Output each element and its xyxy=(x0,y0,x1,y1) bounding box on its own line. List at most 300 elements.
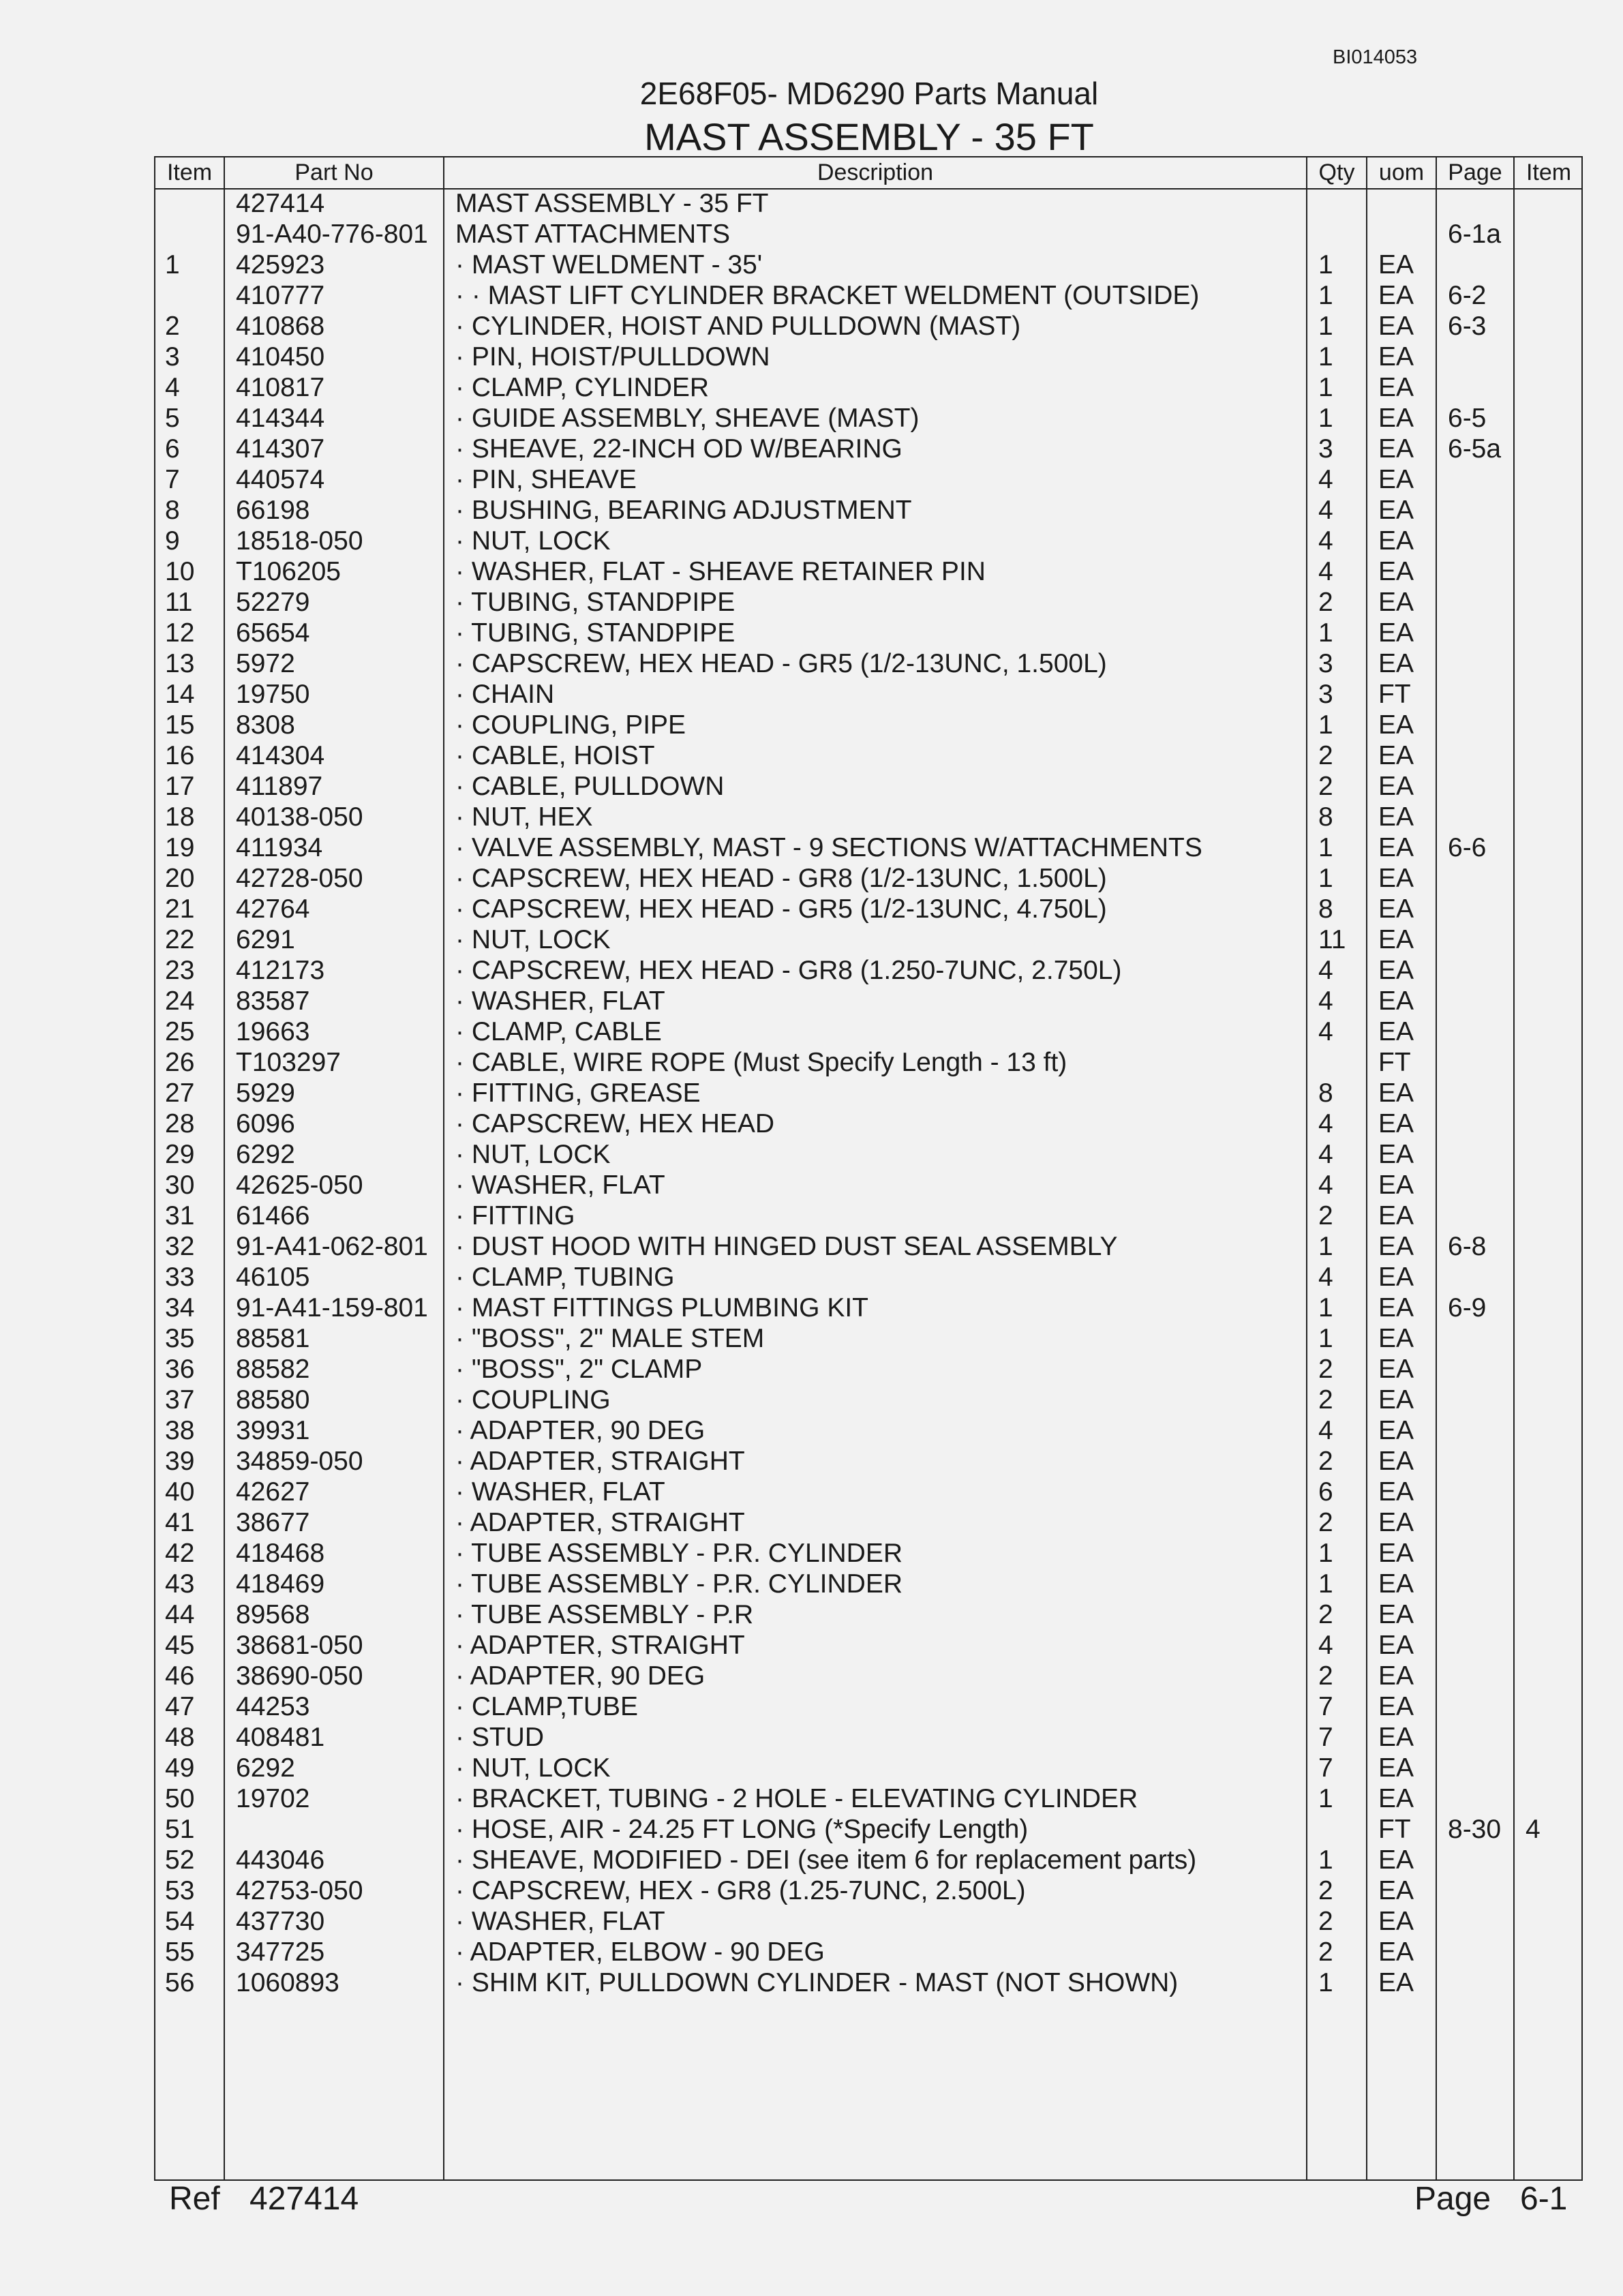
cell-part-no: 46105 xyxy=(236,1263,310,1292)
cell-uom: EA xyxy=(1378,649,1414,678)
cell-description: · CABLE, HOIST xyxy=(455,741,655,770)
cell-qty: 1 xyxy=(1318,1784,1333,1813)
cell-item: 19 xyxy=(165,833,195,862)
cell-qty: 4 xyxy=(1318,1631,1333,1660)
cell-uom: EA xyxy=(1378,1447,1414,1476)
cell-description: · PIN, SHEAVE xyxy=(455,465,637,494)
cell-description: · ADAPTER, STRAIGHT xyxy=(455,1508,745,1537)
cell-description: · NUT, LOCK xyxy=(455,925,611,954)
cell-item: 17 xyxy=(165,772,195,801)
cell-item: 21 xyxy=(165,894,195,924)
cell-uom: EA xyxy=(1378,1263,1414,1292)
cell-description: · TUBING, STANDPIPE xyxy=(455,618,735,648)
cell-uom: EA xyxy=(1378,1937,1414,1967)
cell-description: · CAPSCREW, HEX HEAD xyxy=(455,1109,775,1138)
cell-description: · TUBE ASSEMBLY - P.R. CYLINDER xyxy=(455,1569,902,1599)
cell-description: · CYLINDER, HOIST AND PULLDOWN (MAST) xyxy=(455,312,1021,341)
cell-qty: 1 xyxy=(1318,281,1333,310)
cell-uom: EA xyxy=(1378,588,1414,617)
cell-item: 15 xyxy=(165,710,195,740)
cell-part-no: 6292 xyxy=(236,1140,295,1169)
cell-description: · ADAPTER, ELBOW - 90 DEG xyxy=(455,1937,825,1967)
cell-qty: 2 xyxy=(1318,1508,1333,1537)
cell-page: 6-6 xyxy=(1448,833,1487,862)
cell-part-no: 412173 xyxy=(236,956,325,985)
cell-description: · CAPSCREW, HEX HEAD - GR8 (1.250-7UNC, 2.750L) xyxy=(455,956,1122,985)
cell-part-no: 414344 xyxy=(236,404,325,433)
cell-qty: 2 xyxy=(1318,1447,1333,1476)
column-header-item-ref: Item xyxy=(1526,160,1572,185)
cell-uom: EA xyxy=(1378,342,1414,372)
cell-item: 3 xyxy=(165,342,180,372)
cell-part-no: 411897 xyxy=(236,772,323,801)
cell-item: 40 xyxy=(165,1477,195,1507)
cell-part-no: 410450 xyxy=(236,342,325,372)
cell-qty: 4 xyxy=(1318,1017,1333,1046)
cell-qty: 2 xyxy=(1318,1661,1333,1691)
cell-part-no: 88582 xyxy=(236,1355,310,1384)
cell-description: · CLAMP,TUBE xyxy=(455,1692,639,1721)
cell-part-no: 8308 xyxy=(236,710,295,740)
cell-qty: 1 xyxy=(1318,1539,1333,1568)
cell-part-no: 65654 xyxy=(236,618,310,648)
cell-description: · "BOSS", 2" CLAMP xyxy=(455,1355,703,1384)
column-divider xyxy=(1513,157,1515,2179)
cell-uom: EA xyxy=(1378,741,1414,770)
cell-part-no: 6291 xyxy=(236,925,295,954)
cell-item: 55 xyxy=(165,1937,195,1967)
cell-uom: FT xyxy=(1378,1815,1411,1844)
cell-uom: EA xyxy=(1378,1631,1414,1660)
cell-item: 41 xyxy=(165,1508,195,1537)
cell-item: 28 xyxy=(165,1109,195,1138)
cell-part-no: 34859-050 xyxy=(236,1447,363,1476)
cell-uom: FT xyxy=(1378,680,1411,709)
cell-part-no: 1060893 xyxy=(236,1968,339,1997)
cell-item: 8 xyxy=(165,496,180,525)
cell-uom: EA xyxy=(1378,956,1414,985)
parts-table xyxy=(154,156,1583,2181)
cell-item: 2 xyxy=(165,312,180,341)
cell-part-no: 52279 xyxy=(236,588,310,617)
cell-part-no: 410777 xyxy=(236,281,325,310)
cell-description: · ADAPTER, STRAIGHT xyxy=(455,1631,745,1660)
cell-qty: 1 xyxy=(1318,1845,1333,1875)
cell-item: 47 xyxy=(165,1692,195,1721)
cell-page: 6-5 xyxy=(1448,404,1487,433)
cell-part-no: 443046 xyxy=(236,1845,325,1875)
cell-item: 13 xyxy=(165,649,195,678)
cell-uom: EA xyxy=(1378,1416,1414,1445)
cell-qty: 2 xyxy=(1318,1937,1333,1967)
cell-part-no: 83587 xyxy=(236,986,310,1016)
cell-part-no: 5972 xyxy=(236,649,295,678)
header-divider xyxy=(155,188,1581,190)
cell-part-no: 42625-050 xyxy=(236,1170,363,1200)
cell-description: · ADAPTER, 90 DEG xyxy=(455,1661,706,1691)
cell-description: · FITTING, GREASE xyxy=(455,1078,701,1108)
cell-description: MAST ASSEMBLY - 35 FT xyxy=(455,189,769,218)
cell-uom: EA xyxy=(1378,1600,1414,1629)
cell-uom: EA xyxy=(1378,1355,1414,1384)
cell-page: 6-2 xyxy=(1448,281,1487,310)
cell-item: 38 xyxy=(165,1416,195,1445)
cell-part-no: 410868 xyxy=(236,312,325,341)
cell-qty: 1 xyxy=(1318,1569,1333,1599)
cell-uom: EA xyxy=(1378,1078,1414,1108)
cell-qty: 4 xyxy=(1318,1263,1333,1292)
cell-qty: 2 xyxy=(1318,588,1333,617)
cell-item: 26 xyxy=(165,1048,195,1077)
cell-qty: 1 xyxy=(1318,1324,1333,1353)
cell-item: 10 xyxy=(165,557,195,586)
cell-uom: EA xyxy=(1378,618,1414,648)
cell-item-ref: 4 xyxy=(1526,1815,1541,1844)
cell-qty: 1 xyxy=(1318,710,1333,740)
cell-uom: EA xyxy=(1378,802,1414,832)
cell-part-no: 42764 xyxy=(236,894,310,924)
cell-part-no: 427414 xyxy=(236,189,325,218)
cell-part-no: 40138-050 xyxy=(236,802,363,832)
cell-description: · WASHER, FLAT xyxy=(455,1170,665,1200)
column-divider xyxy=(1436,157,1437,2179)
cell-item: 4 xyxy=(165,373,180,402)
cell-part-no: 410817 xyxy=(236,373,325,402)
cell-qty: 7 xyxy=(1318,1753,1333,1783)
cell-qty: 7 xyxy=(1318,1723,1333,1752)
cell-qty: 4 xyxy=(1318,496,1333,525)
cell-item: 44 xyxy=(165,1600,195,1629)
column-header-item: Item xyxy=(166,160,213,185)
cell-item: 7 xyxy=(165,465,180,494)
cell-qty: 2 xyxy=(1318,1385,1333,1415)
cell-description: · NUT, HEX xyxy=(455,802,593,832)
cell-uom: EA xyxy=(1378,312,1414,341)
cell-description: · FITTING xyxy=(455,1201,575,1230)
cell-item: 23 xyxy=(165,956,195,985)
column-divider xyxy=(443,157,444,2179)
cell-qty: 1 xyxy=(1318,312,1333,341)
cell-item: 48 xyxy=(165,1723,195,1752)
cell-uom: EA xyxy=(1378,1477,1414,1507)
cell-item: 29 xyxy=(165,1140,195,1169)
cell-description: · TUBE ASSEMBLY - P.R xyxy=(455,1600,754,1629)
cell-item: 27 xyxy=(165,1078,195,1108)
cell-item: 36 xyxy=(165,1355,195,1384)
cell-item: 32 xyxy=(165,1232,195,1261)
cell-part-no: 61466 xyxy=(236,1201,310,1230)
cell-uom: EA xyxy=(1378,404,1414,433)
cell-uom: EA xyxy=(1378,465,1414,494)
cell-description: · BRACKET, TUBING - 2 HOLE - ELEVATING CYLINDER xyxy=(455,1784,1138,1813)
cell-item: 6 xyxy=(165,434,180,464)
cell-item: 14 xyxy=(165,680,195,709)
cell-uom: EA xyxy=(1378,1569,1414,1599)
cell-part-no: 42728-050 xyxy=(236,864,363,893)
cell-item: 22 xyxy=(165,925,195,954)
footer-page-value: 6-1 xyxy=(1520,2181,1568,2217)
cell-item: 11 xyxy=(165,588,193,617)
cell-description: · GUIDE ASSEMBLY, SHEAVE (MAST) xyxy=(455,404,920,433)
cell-description: MAST ATTACHMENTS xyxy=(455,220,731,249)
cell-description: · NUT, LOCK xyxy=(455,1753,611,1783)
cell-part-no: 425923 xyxy=(236,250,325,280)
cell-qty: 1 xyxy=(1318,864,1333,893)
cell-description: · SHEAVE, 22-INCH OD W/BEARING xyxy=(455,434,902,464)
cell-part-no: 42753-050 xyxy=(236,1876,363,1905)
cell-description: · CAPSCREW, HEX HEAD - GR5 (1/2-13UNC, 4.750L) xyxy=(455,894,1107,924)
cell-qty: 2 xyxy=(1318,1600,1333,1629)
cell-uom: EA xyxy=(1378,864,1414,893)
cell-uom: EA xyxy=(1378,281,1414,310)
manual-title: 2E68F05- MD6290 Parts Manual xyxy=(639,76,1099,111)
cell-part-no: 411934 xyxy=(236,833,323,862)
cell-item: 42 xyxy=(165,1539,195,1568)
footer-page-label: Page xyxy=(1414,2181,1491,2217)
cell-qty: 4 xyxy=(1318,557,1333,586)
document-id: BI014053 xyxy=(1333,46,1418,68)
cell-description: · TUBE ASSEMBLY - P.R. CYLINDER xyxy=(455,1539,902,1568)
cell-description: · NUT, LOCK xyxy=(455,1140,611,1169)
cell-item: 35 xyxy=(165,1324,195,1353)
cell-uom: EA xyxy=(1378,1109,1414,1138)
cell-qty: 8 xyxy=(1318,1078,1333,1108)
cell-uom: EA xyxy=(1378,526,1414,556)
cell-item: 37 xyxy=(165,1385,195,1415)
cell-qty: 1 xyxy=(1318,833,1333,862)
column-header-page: Page xyxy=(1448,160,1502,185)
cell-qty: 1 xyxy=(1318,250,1333,280)
cell-part-no: 66198 xyxy=(236,496,310,525)
cell-item: 1 xyxy=(165,250,180,280)
cell-qty: 4 xyxy=(1318,465,1333,494)
cell-qty: 1 xyxy=(1318,404,1333,433)
cell-uom: EA xyxy=(1378,894,1414,924)
cell-part-no: 38690-050 xyxy=(236,1661,363,1691)
cell-description: · "BOSS", 2" MALE STEM xyxy=(455,1324,765,1353)
cell-part-no: 440574 xyxy=(236,465,325,494)
cell-part-no: 39931 xyxy=(236,1416,310,1445)
cell-item: 46 xyxy=(165,1661,195,1691)
cell-part-no: 19702 xyxy=(236,1784,310,1813)
cell-qty: 2 xyxy=(1318,741,1333,770)
cell-item: 34 xyxy=(165,1293,195,1323)
cell-item: 9 xyxy=(165,526,180,556)
cell-description: · COUPLING, PIPE xyxy=(455,710,686,740)
cell-part-no: 38677 xyxy=(236,1508,310,1537)
cell-part-no: 38681-050 xyxy=(236,1631,363,1660)
cell-description: · MAST FITTINGS PLUMBING KIT xyxy=(455,1293,868,1323)
cell-uom: EA xyxy=(1378,1723,1414,1752)
cell-part-no: 18518-050 xyxy=(236,526,363,556)
cell-description: · · MAST LIFT CYLINDER BRACKET WELDMENT (OUTSIDE) xyxy=(455,281,1200,310)
cell-uom: EA xyxy=(1378,496,1414,525)
cell-description: · CLAMP, CABLE xyxy=(455,1017,662,1046)
cell-item: 25 xyxy=(165,1017,195,1046)
cell-uom: EA xyxy=(1378,925,1414,954)
cell-qty: 1 xyxy=(1318,342,1333,372)
column-header-description: Description xyxy=(817,160,934,185)
cell-item: 56 xyxy=(165,1968,195,1997)
cell-item: 30 xyxy=(165,1170,195,1200)
cell-uom: EA xyxy=(1378,772,1414,801)
cell-qty: 2 xyxy=(1318,1355,1333,1384)
cell-uom: EA xyxy=(1378,1784,1414,1813)
cell-uom: EA xyxy=(1378,710,1414,740)
cell-qty: 4 xyxy=(1318,1140,1333,1169)
cell-description: · TUBING, STANDPIPE xyxy=(455,588,735,617)
cell-part-no: 88580 xyxy=(236,1385,310,1415)
cell-item: 33 xyxy=(165,1263,195,1292)
cell-item: 49 xyxy=(165,1753,195,1783)
footer-ref-value: 427414 xyxy=(249,2181,359,2217)
cell-part-no: 6096 xyxy=(236,1109,295,1138)
cell-description: · CABLE, PULLDOWN xyxy=(455,772,725,801)
cell-uom: EA xyxy=(1378,986,1414,1016)
cell-qty: 4 xyxy=(1318,1170,1333,1200)
cell-uom: EA xyxy=(1378,1876,1414,1905)
cell-uom: EA xyxy=(1378,1661,1414,1691)
cell-page: 8-30 xyxy=(1448,1815,1502,1844)
cell-description: · CAPSCREW, HEX HEAD - GR5 (1/2-13UNC, 1.500L) xyxy=(455,649,1107,678)
cell-part-no: 91-A41-159-801 xyxy=(236,1293,428,1323)
cell-part-no: 414304 xyxy=(236,741,325,770)
cell-uom: EA xyxy=(1378,1324,1414,1353)
cell-part-no: 19750 xyxy=(236,680,310,709)
cell-qty: 1 xyxy=(1318,1293,1333,1323)
cell-part-no: 91-A40-776-801 xyxy=(236,220,428,249)
cell-item: 43 xyxy=(165,1569,195,1599)
cell-qty: 7 xyxy=(1318,1692,1333,1721)
cell-description: · PIN, HOIST/PULLDOWN xyxy=(455,342,770,372)
cell-description: · SHIM KIT, PULLDOWN CYLINDER - MAST (NOT SHOWN) xyxy=(455,1968,1179,1997)
cell-part-no: 91-A41-062-801 xyxy=(236,1232,428,1261)
cell-item: 45 xyxy=(165,1631,195,1660)
cell-part-no: 19663 xyxy=(236,1017,310,1046)
cell-description: · CLAMP, TUBING xyxy=(455,1263,675,1292)
cell-uom: EA xyxy=(1378,373,1414,402)
cell-uom: EA xyxy=(1378,250,1414,280)
cell-description: · SHEAVE, MODIFIED - DEI (see item 6 for replacement parts) xyxy=(455,1845,1197,1875)
cell-qty: 1 xyxy=(1318,373,1333,402)
cell-part-no: 437730 xyxy=(236,1907,325,1936)
cell-description: · CABLE, WIRE ROPE (Must Specify Length - 13 ft) xyxy=(455,1048,1067,1077)
cell-qty: 4 xyxy=(1318,1109,1333,1138)
cell-qty: 8 xyxy=(1318,894,1333,924)
cell-uom: EA xyxy=(1378,1385,1414,1415)
cell-qty: 4 xyxy=(1318,526,1333,556)
cell-description: · WASHER, FLAT xyxy=(455,1477,665,1507)
cell-item: 20 xyxy=(165,864,195,893)
cell-qty: 3 xyxy=(1318,434,1333,464)
cell-qty: 3 xyxy=(1318,680,1333,709)
column-divider xyxy=(224,157,225,2179)
cell-uom: EA xyxy=(1378,1017,1414,1046)
cell-qty: 1 xyxy=(1318,1232,1333,1261)
column-divider xyxy=(1366,157,1367,2179)
cell-item: 5 xyxy=(165,404,180,433)
cell-description: · HOSE, AIR - 24.25 FT LONG (*Specify Length) xyxy=(455,1815,1029,1844)
cell-qty: 2 xyxy=(1318,1907,1333,1936)
cell-description: · CAPSCREW, HEX - GR8 (1.25-7UNC, 2.500L) xyxy=(455,1876,1026,1905)
cell-part-no: 42627 xyxy=(236,1477,310,1507)
cell-uom: EA xyxy=(1378,434,1414,464)
cell-page: 6-9 xyxy=(1448,1293,1487,1323)
cell-qty: 8 xyxy=(1318,802,1333,832)
column-header-qty: Qty xyxy=(1318,160,1355,185)
cell-qty: 3 xyxy=(1318,649,1333,678)
cell-part-no: 414307 xyxy=(236,434,325,464)
cell-description: · VALVE ASSEMBLY, MAST - 9 SECTIONS W/ATTACHMENTS xyxy=(455,833,1202,862)
cell-description: · CHAIN xyxy=(455,680,555,709)
cell-item: 18 xyxy=(165,802,195,832)
column-header-uom: uom xyxy=(1378,160,1425,185)
cell-item: 31 xyxy=(165,1201,195,1230)
cell-part-no: T106205 xyxy=(236,557,341,586)
cell-uom: EA xyxy=(1378,1201,1414,1230)
cell-uom: EA xyxy=(1378,1907,1414,1936)
cell-uom: EA xyxy=(1378,1170,1414,1200)
cell-description: · CAPSCREW, HEX HEAD - GR8 (1/2-13UNC, 1.500L) xyxy=(455,864,1107,893)
cell-part-no: 5929 xyxy=(236,1078,295,1108)
cell-qty: 4 xyxy=(1318,986,1333,1016)
cell-item: 54 xyxy=(165,1907,195,1936)
cell-part-no: 89568 xyxy=(236,1600,310,1629)
cell-uom: EA xyxy=(1378,833,1414,862)
cell-item: 16 xyxy=(165,741,195,770)
cell-page: 6-8 xyxy=(1448,1232,1487,1261)
cell-item: 52 xyxy=(165,1845,195,1875)
column-divider xyxy=(1306,157,1307,2179)
cell-qty: 4 xyxy=(1318,1416,1333,1445)
cell-part-no: 88581 xyxy=(236,1324,310,1353)
cell-qty: 2 xyxy=(1318,1201,1333,1230)
cell-description: · ADAPTER, STRAIGHT xyxy=(455,1447,745,1476)
cell-part-no: 408481 xyxy=(236,1723,325,1752)
cell-uom: EA xyxy=(1378,557,1414,586)
cell-part-no: 6292 xyxy=(236,1753,295,1783)
cell-item: 53 xyxy=(165,1876,195,1905)
cell-qty: 6 xyxy=(1318,1477,1333,1507)
cell-part-no: 418468 xyxy=(236,1539,325,1568)
cell-uom: EA xyxy=(1378,1753,1414,1783)
cell-qty: 1 xyxy=(1318,1968,1333,1997)
footer-ref-label: Ref xyxy=(169,2181,220,2217)
cell-item: 51 xyxy=(165,1815,195,1844)
cell-page: 6-5a xyxy=(1448,434,1502,464)
cell-uom: FT xyxy=(1378,1048,1411,1077)
cell-qty: 11 xyxy=(1318,925,1346,954)
cell-part-no: 44253 xyxy=(236,1692,310,1721)
cell-description: · ADAPTER, 90 DEG xyxy=(455,1416,706,1445)
cell-uom: EA xyxy=(1378,1692,1414,1721)
cell-qty: 2 xyxy=(1318,1876,1333,1905)
cell-qty: 2 xyxy=(1318,772,1333,801)
cell-description: · WASHER, FLAT - SHEAVE RETAINER PIN xyxy=(455,557,986,586)
cell-description: · BUSHING, BEARING ADJUSTMENT xyxy=(455,496,912,525)
cell-part-no: 347725 xyxy=(236,1937,325,1967)
cell-description: · WASHER, FLAT xyxy=(455,986,665,1016)
cell-description: · CLAMP, CYLINDER xyxy=(455,373,710,402)
cell-description: · NUT, LOCK xyxy=(455,526,611,556)
cell-page: 6-1a xyxy=(1448,220,1502,249)
cell-item: 50 xyxy=(165,1784,195,1813)
cell-description: · COUPLING xyxy=(455,1385,611,1415)
cell-item: 12 xyxy=(165,618,195,648)
column-header-part-no: Part No xyxy=(294,160,374,185)
cell-uom: EA xyxy=(1378,1293,1414,1323)
page-title: MAST ASSEMBLY - 35 FT xyxy=(644,115,1094,158)
